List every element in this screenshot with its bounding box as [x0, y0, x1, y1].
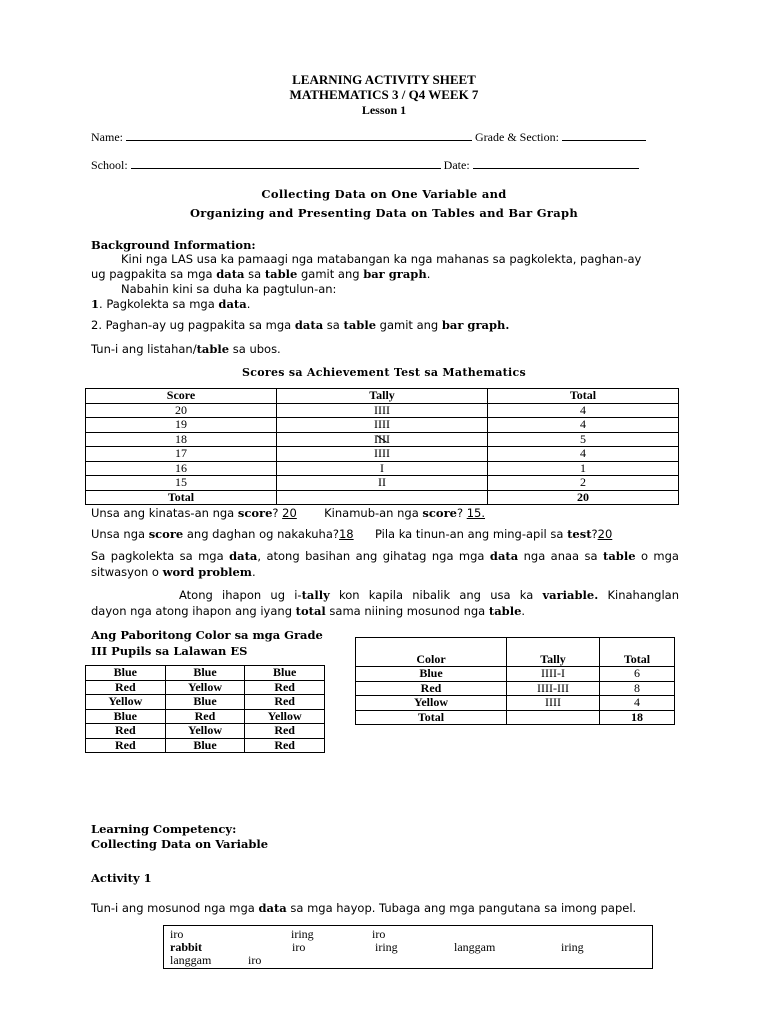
- sheet-subject: MATHEMATICS 3 / Q4 WEEK 7: [289, 87, 479, 102]
- tally-paragraph: [91, 587, 679, 619]
- table-row: [86, 666, 325, 681]
- table-cell: II: [277, 476, 488, 491]
- background-paragraph: [91, 252, 681, 312]
- score-word: score: [237, 506, 273, 520]
- test-word: test: [567, 527, 592, 541]
- para-text: nga anaa sa: [518, 549, 604, 563]
- table-cell: Yellow: [165, 680, 245, 695]
- table-cell: Yellow: [245, 709, 325, 724]
- table-cell: IIII: [277, 418, 488, 433]
- para-text: , atong basihan ang gihatag nga mga: [257, 549, 490, 563]
- total-label: Total: [356, 710, 507, 725]
- table-cell: 17: [86, 447, 277, 462]
- table-cell: Red: [245, 695, 325, 710]
- table-cell: IIII: [277, 447, 488, 462]
- bg-line-1: Kini nga LAS usa ka pamaagi nga matabangan ka nga mahanas sa pagkolekta, paghan-ay: [121, 252, 642, 266]
- table-cell: Yellow: [86, 695, 166, 710]
- lesson-title-2: Organizing and Presenting Data on Tables and Bar Graph: [189, 206, 579, 220]
- heading-line: Ang Paboritong Color sa mga Grade: [91, 628, 323, 642]
- table-cell: [507, 710, 600, 725]
- data-word: data: [229, 549, 258, 563]
- table-cell: Red: [86, 724, 166, 739]
- instr-text: sa mga hayop. Tubaga ang mga pangutana sa imong papel.: [286, 901, 637, 915]
- lesson-number: Lesson 1: [361, 103, 407, 117]
- table-cell: 2: [488, 476, 679, 491]
- table-cell: Yellow: [356, 696, 507, 711]
- question-mark: ?: [591, 527, 598, 541]
- table-cell: Blue: [165, 695, 245, 710]
- para-line: [91, 603, 679, 619]
- table-total-row: [86, 490, 679, 505]
- grade-section-field[interactable]: [562, 129, 646, 141]
- table-cell: Red: [86, 738, 166, 753]
- collecting-paragraph: [91, 548, 679, 580]
- question-text: Kinamub-an nga: [324, 506, 423, 520]
- table-row: [356, 667, 675, 682]
- table-cell: Yellow: [165, 724, 245, 739]
- para-text: .: [521, 604, 526, 618]
- color-tally-table: [355, 637, 675, 725]
- para-line: [91, 548, 679, 564]
- table-cell: 4: [488, 418, 679, 433]
- competency-heading: Learning Competency:: [91, 822, 237, 836]
- table-cell: [277, 490, 488, 505]
- scores-caption: Scores sa Achievement Test sa Mathematics: [241, 366, 527, 379]
- para-text: Sa pagkolekta sa mga: [91, 549, 230, 563]
- para-line: [91, 564, 679, 580]
- question-text: Unsa ang kinatas-an nga: [91, 506, 238, 520]
- bg-item-2: [91, 318, 509, 333]
- bg-text: . Pagkolekta sa mga: [99, 297, 219, 311]
- table-row: [86, 476, 679, 491]
- bg-text: sa ubos.: [229, 342, 281, 356]
- school-row: [91, 157, 691, 173]
- table-row: [356, 681, 675, 696]
- score-word: score: [422, 506, 457, 520]
- para-text: sama niining mosunod nga: [325, 604, 489, 618]
- data-word: data: [216, 267, 245, 281]
- question-mark: ?: [456, 506, 464, 520]
- table-cell: Blue: [86, 666, 166, 681]
- animal-word: iring: [561, 940, 584, 954]
- bg-text: Tun-i ang listahan/: [91, 342, 197, 356]
- animal-word: iro: [292, 940, 306, 954]
- table-cell: IIII-I: [507, 667, 600, 682]
- answer-most: 18: [338, 527, 354, 541]
- table-row: [86, 724, 325, 739]
- table-cell: 16: [86, 461, 277, 476]
- school-label: School:: [91, 158, 128, 172]
- question-row-2: [91, 527, 691, 542]
- table-row: [86, 418, 679, 433]
- table-word: table: [603, 549, 636, 563]
- table-cell: 4: [488, 447, 679, 462]
- table-word: table: [488, 604, 522, 618]
- tally-word: tally: [301, 588, 330, 602]
- table-row: [86, 432, 679, 447]
- table-cell: Blue: [356, 667, 507, 682]
- table-row: [86, 709, 325, 724]
- school-field[interactable]: [131, 157, 441, 169]
- bg-text: sa: [244, 267, 265, 281]
- table-cell: 4: [600, 696, 675, 711]
- date-label: Date:: [443, 158, 470, 172]
- column-header: Color: [356, 638, 507, 667]
- animal-word: iro: [170, 927, 184, 941]
- variable-word: variable.: [542, 588, 599, 602]
- activity-instruction: [91, 901, 636, 916]
- table-header-row: [356, 638, 675, 667]
- table-cell: Blue: [245, 666, 325, 681]
- name-label: Name:: [91, 130, 123, 144]
- date-field[interactable]: [473, 157, 639, 169]
- table-cell: 15: [86, 476, 277, 491]
- animal-word: iro: [248, 953, 262, 967]
- question-mark: ?: [272, 506, 279, 520]
- table-cell: I: [277, 461, 488, 476]
- table-cell: 4: [488, 403, 679, 418]
- table-cell: 5: [488, 432, 679, 447]
- background-heading: Background Information:: [91, 238, 256, 252]
- para-text: dayon nga atong ihapon ang iyang: [91, 604, 296, 618]
- table-row: [86, 738, 325, 753]
- total-value: 20: [488, 490, 679, 505]
- scores-table: [85, 388, 679, 505]
- table-cell: Blue: [86, 709, 166, 724]
- bar-graph-word: bar graph: [363, 267, 427, 281]
- table-cell: Red: [165, 709, 245, 724]
- word-problem-word: word problem: [162, 565, 252, 579]
- bar-graph-word: bar graph.: [441, 318, 510, 332]
- bg-text: .: [426, 267, 431, 281]
- sheet-title: LEARNING ACTIVITY SHEET: [292, 72, 476, 87]
- activity-heading: Activity 1: [91, 871, 152, 885]
- table-cell: IIII-III: [507, 681, 600, 696]
- table-cell: Red: [245, 738, 325, 753]
- score-word: score: [148, 527, 184, 541]
- answer-highest: 20: [282, 506, 297, 520]
- item-number: 1: [91, 297, 100, 311]
- column-header: Tally: [507, 638, 600, 667]
- color-list-heading: [91, 627, 323, 659]
- table-row: [86, 680, 325, 695]
- animal-word: iro: [372, 927, 386, 941]
- name-field[interactable]: [126, 129, 472, 141]
- table-cell: 8: [600, 681, 675, 696]
- table-cell: Red: [245, 680, 325, 695]
- table-row: [86, 403, 679, 418]
- column-header: Score: [86, 389, 277, 404]
- para-text: kon kapila nibalik ang usa ka: [329, 588, 543, 602]
- table-cell: 18: [86, 432, 277, 447]
- instr-text: Tun-i ang mosunod nga mga: [91, 901, 259, 915]
- table-header-row: [86, 389, 679, 404]
- table-cell: 20: [86, 403, 277, 418]
- animal-word: iring: [375, 940, 398, 954]
- bg-text: gamit ang: [297, 267, 364, 281]
- para-text: Kinahanglan: [598, 588, 679, 602]
- total-label: Total: [86, 490, 277, 505]
- answer-participants: 20: [597, 527, 613, 541]
- name-row: [91, 129, 691, 145]
- bg-line-2: [91, 267, 681, 282]
- table-row: [86, 695, 325, 710]
- animals-data-box: [163, 925, 653, 969]
- question-text: Unsa nga: [91, 527, 149, 541]
- column-header: Total: [488, 389, 679, 404]
- data-word: data: [489, 549, 519, 563]
- table-cell: Blue: [165, 738, 245, 753]
- table-word: table: [196, 342, 230, 356]
- answer-lowest: 15.: [466, 506, 486, 520]
- bg-text: sa: [323, 318, 344, 332]
- table-cell: IIII: [507, 696, 600, 711]
- table-word: table: [264, 267, 298, 281]
- competency-text: Collecting Data on Variable: [91, 837, 269, 851]
- animal-word: iring: [291, 927, 314, 941]
- para-line: [91, 587, 679, 603]
- bg-text: ug pagpakita sa mga: [91, 267, 217, 281]
- para-text: .: [251, 565, 256, 579]
- tally-marks: IIII: [374, 431, 390, 446]
- table-cell: Blue: [165, 666, 245, 681]
- competency-block: [91, 822, 268, 852]
- table-row: [356, 696, 675, 711]
- question-text: Pila ka tinun-an ang ming-apil sa: [374, 527, 568, 541]
- lesson-title-1: Collecting Data on One Variable and: [261, 187, 507, 201]
- para-text: sitwasyon o: [91, 565, 163, 579]
- data-word: data: [218, 297, 247, 311]
- bg-line-3: Nabahin kini sa duha ka pagtulun-an:: [121, 282, 337, 296]
- grade-section-label: Grade & Section:: [475, 130, 559, 144]
- study-instruction: [91, 342, 281, 357]
- column-header: Tally: [277, 389, 488, 404]
- bg-text: gamit ang: [376, 318, 442, 332]
- total-word: total: [295, 604, 326, 618]
- animal-word: langgam: [454, 940, 496, 954]
- table-cell: Red: [86, 680, 166, 695]
- question-row-1: [91, 506, 691, 521]
- animal-word: langgam: [170, 953, 212, 967]
- table-cell: 6: [600, 667, 675, 682]
- para-text: o mga: [635, 549, 679, 563]
- table-word: table: [343, 318, 377, 332]
- column-header: Total: [600, 638, 675, 667]
- table-row: [86, 461, 679, 476]
- color-list-table: [85, 665, 325, 753]
- table-cell: 19: [86, 418, 277, 433]
- bg-text: .: [246, 297, 251, 311]
- table-total-row: [356, 710, 675, 725]
- total-value: 18: [600, 710, 675, 725]
- data-word: data: [294, 318, 324, 332]
- table-cell: Red: [245, 724, 325, 739]
- data-word: data: [258, 901, 287, 915]
- bg-item-1: [91, 297, 681, 312]
- para-text: Atong ihapon ug i-: [179, 588, 302, 602]
- heading-line: III Pupils sa Lalawan ES: [91, 644, 248, 658]
- table-cell: 1: [488, 461, 679, 476]
- question-text: ang daghan og nakakuha?: [183, 527, 339, 541]
- table-cell: [277, 432, 488, 447]
- table-cell: IIII: [277, 403, 488, 418]
- animal-word: rabbit: [170, 940, 203, 954]
- bg-text: 2. Paghan-ay ug pagpakita sa mga: [91, 318, 295, 332]
- table-cell: Red: [356, 681, 507, 696]
